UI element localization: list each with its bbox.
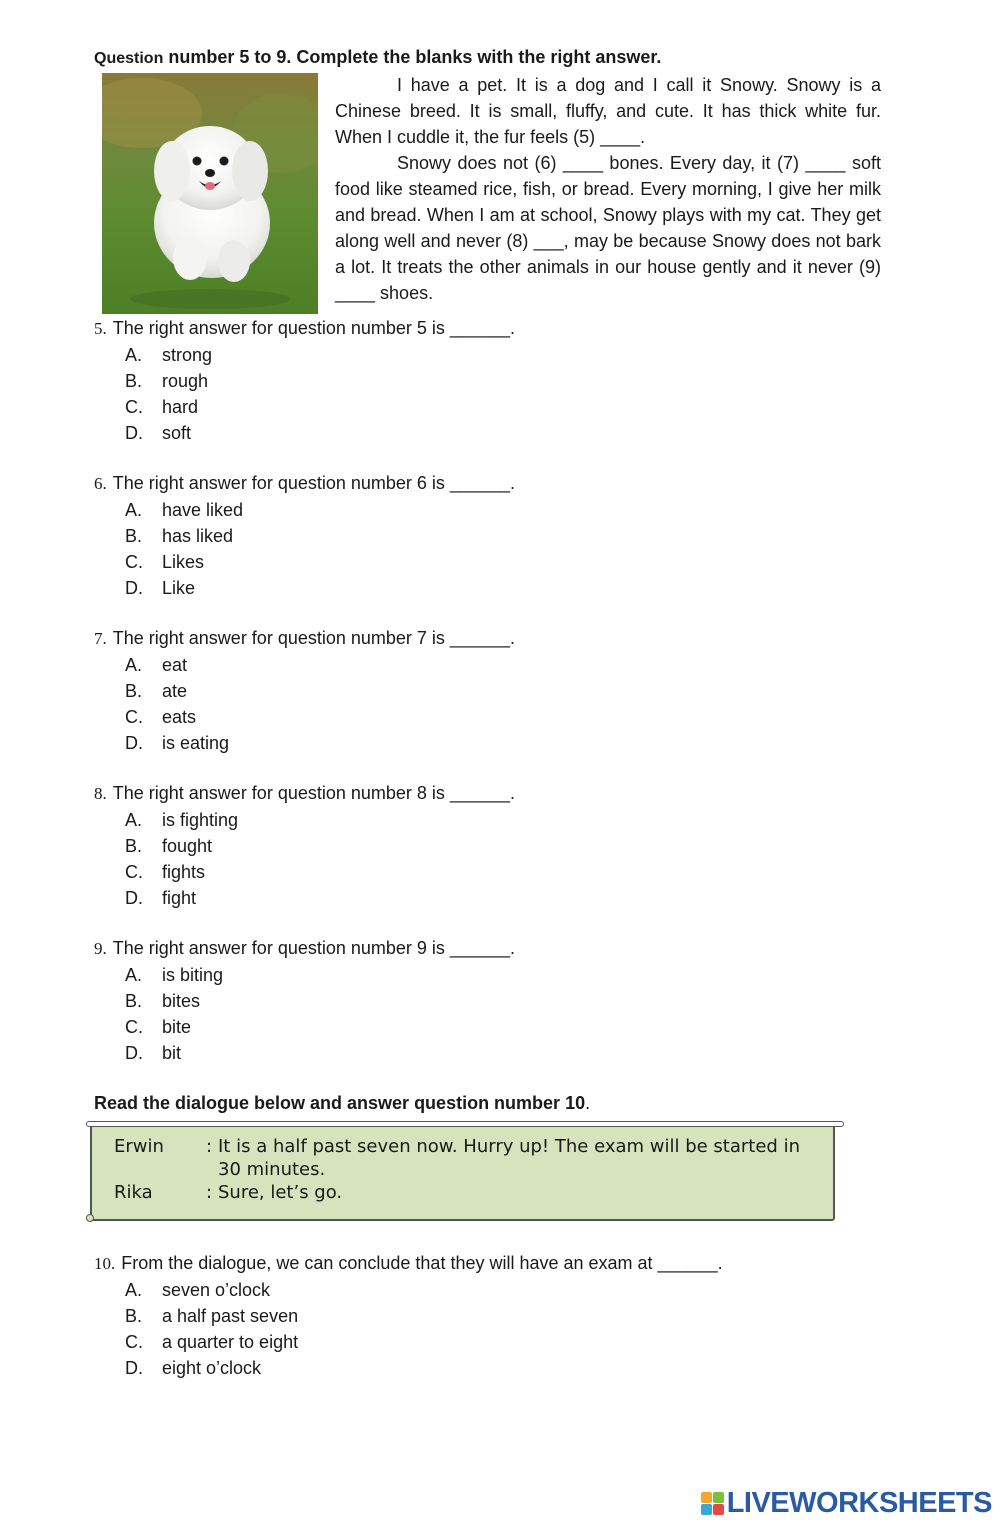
option-d[interactable]	[94, 575, 515, 601]
question-text: The right answer for question number 8 is ______.	[112, 783, 515, 803]
option-letter: D.	[125, 423, 143, 443]
option-a[interactable]	[94, 1277, 723, 1303]
option-letter: D.	[125, 1043, 143, 1063]
question-10	[94, 1250, 723, 1381]
question-7	[94, 625, 515, 756]
option-d[interactable]	[94, 1040, 515, 1066]
answer-options	[94, 497, 515, 601]
option-b[interactable]	[94, 368, 515, 394]
question-number: 7.	[94, 629, 107, 648]
option-text: eight o’clock	[162, 1358, 262, 1378]
question-text: From the dialogue, we can conclude that they will have an exam at ______.	[121, 1253, 723, 1273]
option-text: Like	[162, 578, 196, 598]
option-text: seven o’clock	[162, 1280, 271, 1300]
question-8	[94, 780, 515, 911]
option-text: bit	[162, 1043, 182, 1063]
scroll-curl-left	[86, 1214, 94, 1222]
dialogue-text: It is a half past seven now. Hurry up! The exam will be started in 30 minutes.	[218, 1136, 800, 1180]
speaker-name: Erwin	[114, 1136, 164, 1157]
option-letter: D.	[125, 1358, 143, 1378]
speaker-colon: :	[206, 1136, 213, 1157]
option-letter: B.	[125, 991, 143, 1011]
question-6	[94, 470, 515, 601]
option-a[interactable]	[94, 497, 515, 523]
reading-passage	[335, 72, 881, 306]
section-heading	[94, 47, 661, 68]
question-text: The right answer for question number 6 is ______.	[112, 473, 515, 493]
option-text: bites	[162, 991, 201, 1011]
option-text: fought	[162, 836, 213, 856]
option-text: a half past seven	[162, 1306, 299, 1326]
option-b[interactable]	[94, 678, 515, 704]
option-letter: B.	[125, 526, 143, 546]
option-letter: A.	[125, 345, 143, 365]
option-letter: B.	[125, 836, 143, 856]
option-text: bite	[162, 1017, 192, 1037]
option-a[interactable]	[94, 342, 515, 368]
option-c[interactable]	[94, 394, 515, 420]
passage-paragraph-1: I have a pet. It is a dog and I call it Snowy. Snowy is a Chinese breed. It is small, fluffy, and cute. It has thick white fur. When I cuddle it, the fur feels (5) ____.	[335, 75, 881, 147]
option-a[interactable]	[94, 962, 515, 988]
dialogue-title-period: .	[585, 1093, 591, 1113]
option-b[interactable]	[94, 1303, 723, 1329]
option-c[interactable]	[94, 549, 515, 575]
brand-name: LIVEWORKSHEETS	[726, 1487, 992, 1519]
option-letter: C.	[125, 397, 143, 417]
option-d[interactable]	[94, 885, 515, 911]
option-a[interactable]	[94, 807, 515, 833]
dog-photo	[102, 73, 318, 314]
option-c[interactable]	[94, 704, 515, 730]
question-5	[94, 315, 515, 446]
question-number: 8.	[94, 784, 107, 803]
option-letter: C.	[125, 552, 143, 572]
scroll-curl-top	[86, 1121, 844, 1127]
option-letter: D.	[125, 888, 143, 908]
option-letter: A.	[125, 965, 143, 985]
option-letter: C.	[125, 1332, 143, 1352]
dialogue-section-title	[94, 1093, 590, 1114]
answer-options	[94, 652, 515, 756]
question-number: 5.	[94, 319, 107, 338]
option-text: is eating	[162, 733, 230, 753]
heading-rest: number 5 to 9. Complete the blanks with the right answer.	[163, 47, 662, 67]
option-c[interactable]	[94, 859, 515, 885]
option-text: have liked	[162, 500, 244, 520]
option-text: eats	[162, 707, 197, 727]
question-number: 9.	[94, 939, 107, 958]
option-letter: D.	[125, 578, 143, 598]
option-text: ate	[162, 681, 188, 701]
question-9	[94, 935, 515, 1066]
dialogue-line-erwin	[92, 1135, 833, 1181]
question-text: The right answer for question number 5 is ______.	[112, 318, 515, 338]
option-b[interactable]	[94, 833, 515, 859]
question-number: 10.	[94, 1254, 116, 1273]
dialogue-title-text: Read the dialogue below and answer question number 10	[94, 1093, 586, 1113]
option-text: hard	[162, 397, 199, 417]
option-text: soft	[162, 423, 192, 443]
answer-options	[94, 1277, 723, 1381]
heading-question-word: Question	[94, 50, 164, 67]
passage-paragraph-2: Snowy does not (6) ____ bones. Every day, it (7) ____ soft food like steamed rice, fish, or bread. Every morning, I give her milk and bread. When I am at school, Snowy plays with my cat. They get along well and never (8) ___, may be because Snowy does not bark a lot. It treats the other animals in our house gently and it never (9) ____ shoes.	[335, 153, 881, 303]
dog-image-icon	[102, 73, 318, 314]
question-text: The right answer for question number 7 is ______.	[112, 628, 515, 648]
option-text: is fighting	[162, 810, 239, 830]
question-number: 6.	[94, 474, 107, 493]
option-text: has liked	[162, 526, 234, 546]
option-d[interactable]	[94, 1355, 723, 1381]
option-letter: D.	[125, 733, 143, 753]
option-b[interactable]	[94, 523, 515, 549]
option-d[interactable]	[94, 420, 515, 446]
option-a[interactable]	[94, 652, 515, 678]
option-text: a quarter to eight	[162, 1332, 299, 1352]
liveworksheets-logo[interactable]	[701, 1487, 992, 1520]
option-text: Likes	[162, 552, 205, 572]
speaker-colon: :	[206, 1182, 213, 1203]
option-letter: A.	[125, 810, 143, 830]
liveworksheets-logo-icon	[701, 1492, 724, 1515]
option-letter: A.	[125, 655, 143, 675]
option-c[interactable]	[94, 1014, 515, 1040]
answer-options	[94, 962, 515, 1066]
option-text: fights	[162, 862, 206, 882]
option-letter: C.	[125, 862, 143, 882]
option-text: is biting	[162, 965, 224, 985]
dialogue-box	[90, 1124, 835, 1221]
option-b[interactable]	[94, 988, 515, 1014]
option-letter: B.	[125, 1306, 143, 1326]
option-letter: B.	[125, 681, 143, 701]
option-letter: C.	[125, 1017, 143, 1037]
option-text: fight	[162, 888, 197, 908]
option-letter: B.	[125, 371, 143, 391]
option-d[interactable]	[94, 730, 515, 756]
answer-options	[94, 342, 515, 446]
option-text: rough	[162, 371, 209, 391]
option-letter: A.	[125, 1280, 143, 1300]
option-letter: A.	[125, 500, 143, 520]
speaker-name: Rika	[114, 1182, 153, 1203]
option-text: strong	[162, 345, 213, 365]
option-c[interactable]	[94, 1329, 723, 1355]
dialogue-line-rika	[92, 1181, 833, 1204]
dialogue-text: Sure, let’s go.	[218, 1182, 343, 1203]
question-text: The right answer for question number 9 is ______.	[112, 938, 515, 958]
option-text: eat	[162, 655, 188, 675]
option-letter: C.	[125, 707, 143, 727]
answer-options	[94, 807, 515, 911]
